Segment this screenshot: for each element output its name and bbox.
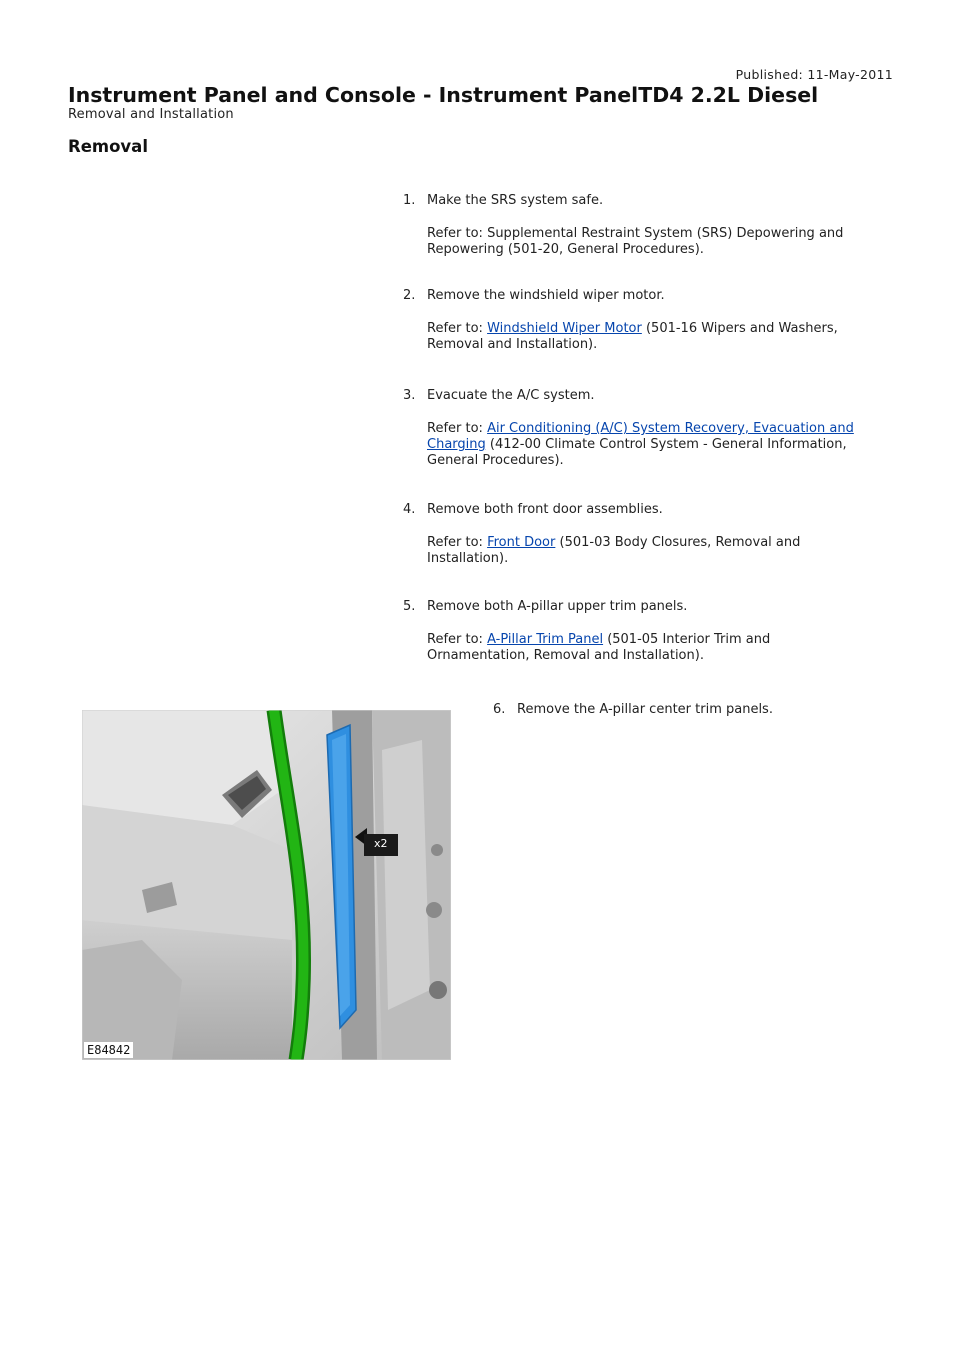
step-reference bbox=[427, 632, 872, 664]
figure-reference-label: E84842 bbox=[84, 1042, 133, 1058]
refer-to-label: Refer to: bbox=[427, 535, 483, 550]
reference-text: Supplemental Restraint System (SRS) Depowering and Repowering (501-20, General Procedures). bbox=[427, 226, 844, 257]
step-number: 5. bbox=[403, 599, 416, 614]
quantity-callout: x2 bbox=[374, 837, 388, 850]
refer-to-label: Refer to: bbox=[427, 632, 483, 647]
step-instruction: Remove both A-pillar upper trim panels. bbox=[427, 599, 688, 614]
step-reference bbox=[427, 535, 872, 567]
step-reference bbox=[427, 321, 872, 353]
step-number: 4. bbox=[403, 502, 416, 517]
refer-to-label: Refer to: bbox=[427, 321, 483, 336]
step-instruction: Evacuate the A/C system. bbox=[427, 388, 595, 403]
step-number: 1. bbox=[403, 193, 416, 208]
windshield-wiper-motor-link[interactable]: Windshield Wiper Motor bbox=[487, 321, 642, 336]
section-title: Removal bbox=[68, 137, 148, 156]
step-number: 3. bbox=[403, 388, 416, 403]
a-pillar-trim-panel-link[interactable]: A-Pillar Trim Panel bbox=[487, 632, 604, 647]
step-reference bbox=[427, 226, 872, 258]
page-title: Instrument Panel and Console - Instrument PanelTD4 2.2L Diesel bbox=[68, 83, 819, 107]
step-number: 6. bbox=[493, 702, 506, 717]
step-instruction: Remove the windshield wiper motor. bbox=[427, 288, 665, 303]
refer-to-label: Refer to: bbox=[427, 421, 483, 436]
step-number: 2. bbox=[403, 288, 416, 303]
published-date: Published: 11-May-2011 bbox=[735, 67, 893, 82]
refer-to-label: Refer to: bbox=[427, 226, 483, 241]
ac-system-recovery-link[interactable]: Air Conditioning (A/C) System Recovery, Evacuation and Charging bbox=[427, 421, 854, 452]
front-door-link[interactable]: Front Door bbox=[487, 535, 556, 550]
reference-text: (501-16 Wipers and Washers, Removal and Installation). bbox=[427, 321, 838, 352]
reference-text: (501-05 Interior Trim and Ornamentation, Removal and Installation). bbox=[427, 632, 771, 663]
step-instruction: Remove the A-pillar center trim panels. bbox=[517, 702, 773, 717]
page-subtitle: Removal and Installation bbox=[68, 107, 234, 122]
step-reference bbox=[427, 421, 872, 469]
reference-text: (412-00 Climate Control System - General Information, General Procedures). bbox=[427, 437, 847, 468]
a-pillar-illustration bbox=[82, 710, 451, 1060]
illustration-drawing bbox=[82, 710, 451, 1060]
step-instruction: Make the SRS system safe. bbox=[427, 193, 604, 208]
step-instruction: Remove both front door assemblies. bbox=[427, 502, 663, 517]
reference-text: (501-03 Body Closures, Removal and Installation). bbox=[427, 535, 801, 566]
